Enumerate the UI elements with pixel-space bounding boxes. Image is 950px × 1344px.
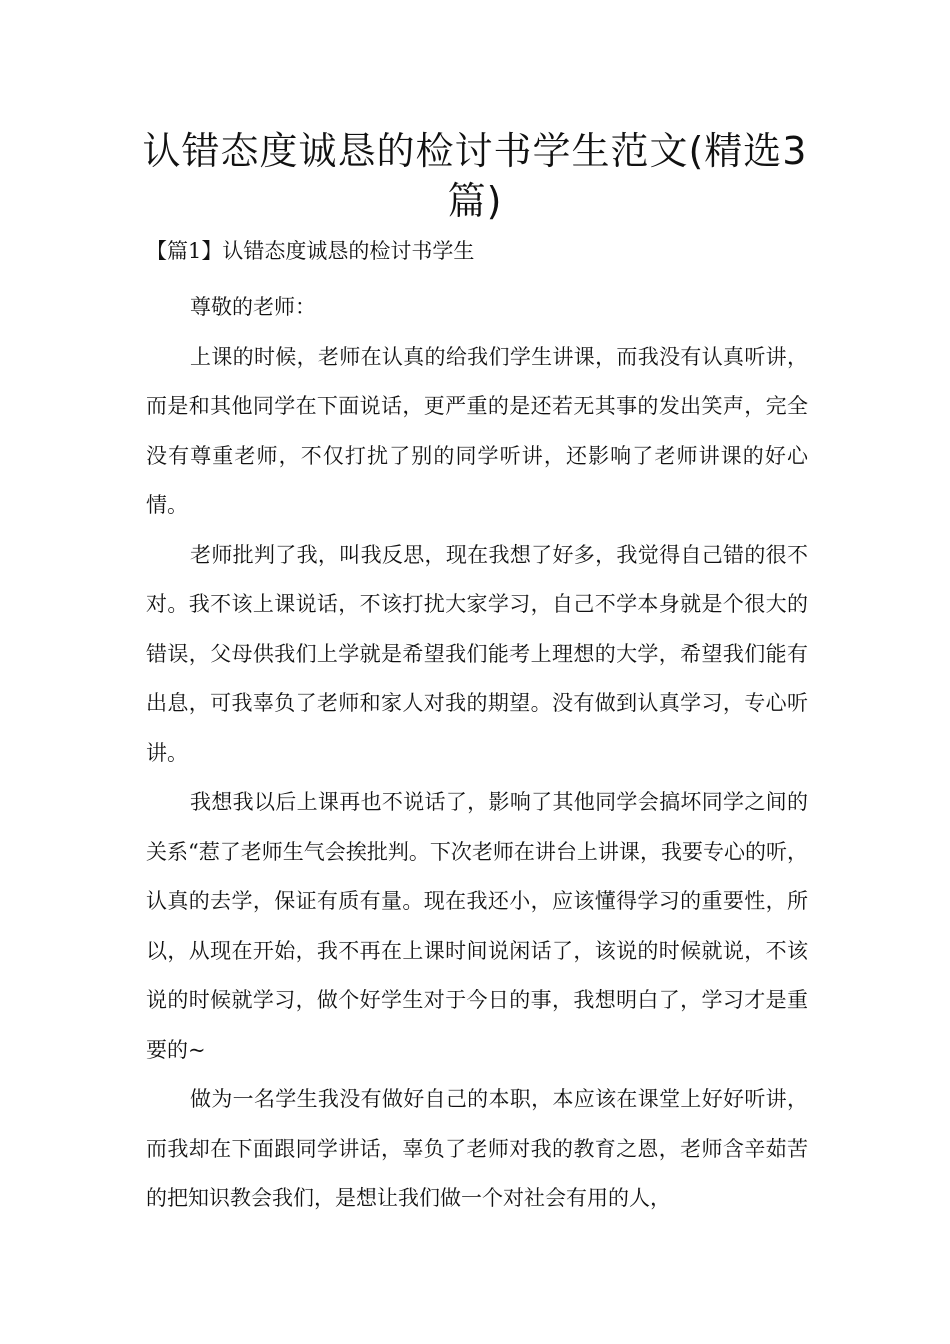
body-paragraph: 我想我以后上课再也不说话了，影响了其他同学会搞坏同学之间的关系“惹了老师生气会挨批判。下次老师在讲台上讲课，我要专心的听，认真的去学，保证有质有量。现在我还小，应该懂得学习的重要性，所以，从现在开始，我不再在上课时间说闲话了，该说的时候就说，不该说的时候就学习，做个好学生对于今日的事，我想明白了，学习才是重要的~ [146,790,808,1062]
document-title: 认错态度诚恳的检讨书学生范文(精选3篇) [142,129,808,223]
document-body [146,283,808,1224]
body-paragraph: 老师批判了我，叫我反思，现在我想了好多，我觉得自己错的很不对。我不该上课说话，不该打扰大家学习，自己不学本身就是个很大的错误，父母供我们上学就是希望我们能考上理想的大学，希望我们能有出息，可我辜负了老师和家人对我的期望。没有做到认真学习，专心听讲。 [146,542,808,765]
salutation: 尊敬的老师： [190,295,316,319]
body-paragraph: 做为一名学生我没有做好自己的本职，本应该在课堂上好好听讲，而我却在下面跟同学讲话，辜负了老师对我的教育之恩，老师含辛茹苦的把知识教会我们，是想让我们做一个对社会有用的人， [146,1087,808,1210]
body-paragraph: 上课的时候，老师在认真的给我们学生讲课，而我没有认真听讲，而是和其他同学在下面说话，更严重的是还若无其事的发出笑声，完全没有尊重老师，不仅打扰了别的同学听讲，还影响了老师讲课的好心情。 [146,344,808,517]
section-heading: 【篇1】认错态度诚恳的检讨书学生 [146,239,475,263]
